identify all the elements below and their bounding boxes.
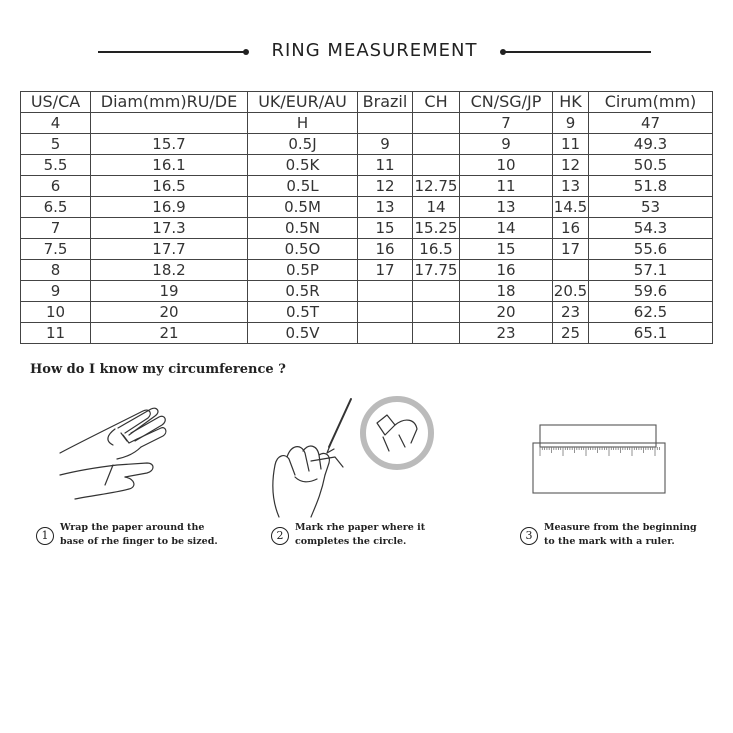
table-header-row bbox=[21, 92, 713, 113]
table-cell: 7 bbox=[460, 113, 553, 134]
table-cell: 18 bbox=[460, 281, 553, 302]
pen-mark-icon bbox=[265, 395, 440, 520]
column-header: Diam(mm)RU/DE bbox=[91, 92, 248, 113]
table-cell: 13 bbox=[553, 176, 589, 197]
table-cell: 0.5T bbox=[248, 302, 358, 323]
table-cell: 15.25 bbox=[413, 218, 460, 239]
table-cell bbox=[358, 302, 413, 323]
table-cell: 18.2 bbox=[91, 260, 248, 281]
table-cell: 7.5 bbox=[21, 239, 91, 260]
table-cell: 6.5 bbox=[21, 197, 91, 218]
table-cell: 20 bbox=[460, 302, 553, 323]
table-cell: 5 bbox=[21, 134, 91, 155]
table-cell: 20 bbox=[91, 302, 248, 323]
table-cell: 16.1 bbox=[91, 155, 248, 176]
step-3-number: 3 bbox=[520, 527, 538, 545]
table-cell: 16 bbox=[553, 218, 589, 239]
column-header: Brazil bbox=[358, 92, 413, 113]
step-1 bbox=[36, 521, 218, 549]
step-2-text: Mark rhe paper where it completes the circle. bbox=[295, 522, 426, 547]
table-cell: 14 bbox=[413, 197, 460, 218]
table-row bbox=[21, 302, 713, 323]
table-cell: 14.5 bbox=[553, 198, 588, 216]
table-cell: 14 bbox=[460, 218, 553, 239]
table-cell: 17.3 bbox=[91, 218, 248, 239]
table-cell: 5.5 bbox=[21, 155, 91, 176]
table-row bbox=[21, 155, 713, 176]
table-cell: 65.1 bbox=[589, 323, 713, 344]
table-cell: 51.8 bbox=[589, 176, 713, 197]
table-cell bbox=[413, 323, 460, 344]
table-cell: 6 bbox=[21, 176, 91, 197]
table-cell: 11 bbox=[358, 155, 413, 176]
table-cell: 0.5O bbox=[248, 239, 358, 260]
column-header: US/CA bbox=[21, 92, 91, 113]
table-cell: 0.5M bbox=[248, 197, 358, 218]
table-cell: 17.7 bbox=[91, 239, 248, 260]
table-cell bbox=[358, 281, 413, 302]
table-cell: 0.5L bbox=[248, 176, 358, 197]
table-cell: 17 bbox=[358, 260, 413, 281]
column-header: Cirum(mm) bbox=[589, 92, 713, 113]
table-cell: 16.5 bbox=[91, 176, 248, 197]
table-cell bbox=[553, 260, 589, 281]
table-cell bbox=[358, 113, 413, 134]
title-divider-right bbox=[503, 51, 651, 53]
ruler-icon bbox=[530, 420, 670, 495]
table-cell: 13 bbox=[460, 197, 553, 218]
table-cell: 19 bbox=[91, 281, 248, 302]
table-cell: 11 bbox=[553, 134, 589, 155]
table-row bbox=[21, 113, 713, 134]
table-cell: 11 bbox=[460, 176, 553, 197]
ring-size-table bbox=[20, 91, 713, 344]
table-cell: 0.5P bbox=[248, 260, 358, 281]
step-3-text: Measure from the beginning to the mark with a ruler. bbox=[544, 522, 697, 547]
table-cell: 0.5K bbox=[248, 155, 358, 176]
table-cell: 54.3 bbox=[589, 218, 713, 239]
table-cell: H bbox=[248, 113, 358, 134]
table-cell bbox=[413, 155, 460, 176]
table-cell: 4 bbox=[21, 113, 91, 134]
table-cell: 0.5J bbox=[248, 134, 358, 155]
table-row bbox=[21, 239, 713, 260]
table-row bbox=[21, 218, 713, 239]
table-cell: 50.5 bbox=[589, 155, 713, 176]
column-header: CN/SG/JP bbox=[460, 92, 553, 113]
table-cell: 47 bbox=[589, 113, 713, 134]
table-cell: 12.75 bbox=[413, 176, 460, 197]
table-cell: 16 bbox=[460, 260, 553, 281]
step-3 bbox=[520, 521, 697, 549]
table-cell bbox=[413, 302, 460, 323]
table-cell: 49.3 bbox=[589, 134, 713, 155]
table-cell: 59.6 bbox=[589, 281, 713, 302]
table-cell: 53 bbox=[589, 197, 713, 218]
table-cell: 16 bbox=[358, 239, 413, 260]
column-header: HK bbox=[553, 92, 589, 113]
table-row bbox=[21, 176, 713, 197]
table-cell: 12 bbox=[553, 155, 589, 176]
table-cell: 16.9 bbox=[91, 197, 248, 218]
table-cell: 9 bbox=[21, 281, 91, 302]
table-cell: 8 bbox=[21, 260, 91, 281]
table-cell: 15 bbox=[460, 239, 553, 260]
table-body bbox=[21, 113, 713, 344]
table-cell: 62.5 bbox=[589, 302, 713, 323]
hand-wrap-icon bbox=[55, 395, 180, 515]
table-cell: 57.1 bbox=[589, 260, 713, 281]
column-header: CH bbox=[413, 92, 460, 113]
step-2 bbox=[271, 521, 425, 549]
table-cell: 21 bbox=[91, 323, 248, 344]
table-cell bbox=[91, 113, 248, 134]
step-1-text: Wrap the paper around the base of rhe finger to be sized. bbox=[60, 522, 218, 547]
column-header: UK/EUR/AU bbox=[248, 92, 358, 113]
table-cell: 0.5V bbox=[248, 323, 358, 344]
table-cell: 10 bbox=[460, 155, 553, 176]
table-cell: 17 bbox=[553, 239, 589, 260]
table-cell: 25 bbox=[553, 323, 589, 344]
table-cell: 15 bbox=[358, 218, 413, 239]
table-cell: 23 bbox=[460, 323, 553, 344]
table-cell: 16.5 bbox=[413, 239, 460, 260]
page-title: RING MEASUREMENT bbox=[271, 40, 478, 61]
table-cell: 10 bbox=[21, 302, 91, 323]
table-cell bbox=[413, 281, 460, 302]
step-2-number: 2 bbox=[271, 527, 289, 545]
title-row bbox=[0, 40, 733, 66]
table-row bbox=[21, 134, 713, 155]
table-cell: 17.75 bbox=[413, 260, 460, 281]
table-cell: 9 bbox=[460, 134, 553, 155]
table-row bbox=[21, 197, 713, 218]
table-cell: 20.5 bbox=[553, 282, 588, 300]
table-cell: 55.6 bbox=[589, 239, 713, 260]
step-1-number: 1 bbox=[36, 527, 54, 545]
table-row bbox=[21, 260, 713, 281]
table-cell: 11 bbox=[21, 323, 91, 344]
table-row bbox=[21, 281, 713, 302]
title-divider-left bbox=[98, 51, 246, 53]
howto-heading: How do I know my circumference ? bbox=[30, 362, 286, 377]
table-cell bbox=[413, 113, 460, 134]
table-cell: 15.7 bbox=[91, 134, 248, 155]
table-cell: 9 bbox=[358, 134, 413, 155]
table-cell bbox=[413, 134, 460, 155]
table-cell: 12 bbox=[358, 176, 413, 197]
table-row bbox=[21, 323, 713, 344]
table-cell: 23 bbox=[553, 302, 589, 323]
table-cell bbox=[358, 323, 413, 344]
table-cell: 7 bbox=[21, 218, 91, 239]
table-cell: 9 bbox=[553, 113, 589, 134]
table-cell: 0.5R bbox=[248, 281, 358, 302]
table-cell: 0.5N bbox=[248, 218, 358, 239]
table-cell: 13 bbox=[358, 197, 413, 218]
